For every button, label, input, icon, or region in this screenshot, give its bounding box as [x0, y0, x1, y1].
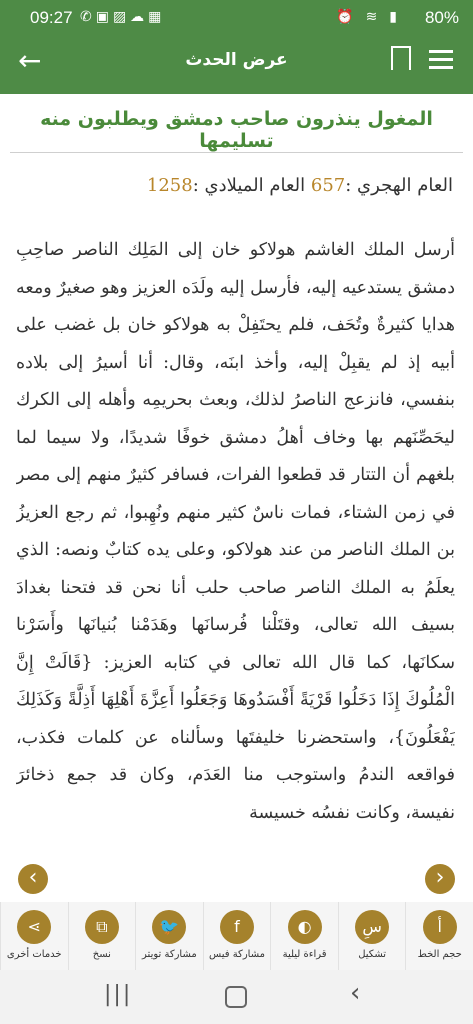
font-size-button[interactable]: [405, 902, 473, 970]
more-services-button[interactable]: [0, 902, 68, 970]
toolbar-label: مشاركة تويتر: [142, 949, 197, 960]
gregorian-label: العام الميلادي :: [192, 175, 306, 196]
arrow-prev-icon[interactable]: ‹: [18, 864, 48, 894]
system-status-icons: ⏰ ≋ ▮: [336, 8, 401, 24]
facebook-share-button[interactable]: [203, 902, 271, 970]
notification-icons: ✆▣▨☁▦: [80, 8, 166, 24]
toolbar-label: نسخ: [92, 949, 111, 960]
diacritics-icon: سِ: [355, 910, 389, 944]
status-bar: [0, 0, 473, 36]
battery-level: 80%: [424, 8, 459, 27]
app-bar: [0, 36, 473, 94]
toolbar-label: مشاركة فيس: [208, 949, 265, 960]
copy-icon: ⧉: [85, 910, 119, 944]
copy-button[interactable]: [68, 902, 136, 970]
divider: [10, 152, 463, 153]
toolbar-label: تشكيل: [358, 949, 387, 960]
event-title: المغول ينذرون صاحب دمشق ويطلبون منه تسليمها: [40, 108, 433, 152]
hijri-year: 657: [310, 175, 346, 196]
toolbar-label: قراءة ليلية: [282, 949, 327, 960]
bookmark-icon[interactable]: [391, 46, 411, 70]
twitter-icon: 🐦: [152, 910, 186, 944]
hijri-label: العام الهجري :: [345, 175, 453, 196]
arrow-left-icon[interactable]: ←: [18, 44, 42, 77]
menu-icon[interactable]: [429, 50, 453, 74]
system-nav-bar: [0, 970, 473, 1024]
diacritics-button[interactable]: [338, 902, 406, 970]
twitter-share-button[interactable]: [135, 902, 203, 970]
back-icon[interactable]: ‹: [350, 978, 361, 1008]
toolbar-label: حجم الخط: [417, 949, 462, 960]
toolbar-label: خدمات أخرى: [6, 949, 62, 960]
event-text: أرسل الملك الغاشم هولاكو خان إلى المَلِك الناصر صاحِبِ دمشق يستدعيه إليه، فأرسل إليه ولَدَه العزيز وهو صغيرٌ ومعه هدايا كثيرةٌ وتُحَف، فلم يحتَفِلْ به هولاكو خان بل غضب على أبيه إذ لم يقبِلْ إليه، وأخذ ابنَه، وقال: أنا أسيرُ إلى بلاده بنفسي، فانزعج الناصرُ لذلك، وبعث بحريمِه وأهله إلى الكرك ليحَصِّنَهم بها وخاف أهلُ دمشق خوفًا شديدًا، ولا سيما لما بلغهم أن التتار قد قطعوا الفرات، فسافر كثيرٌ منهم إلى مصر في زمن الشتاء، فمات ناسٌ كثير منهم ونُهِبوا، ثم رجع العزيزُ بن الملك الناصر من عند هولاكو، وعلى يده كتابٌ ونصه: الذي يعلَمُ به الملك الناصر صاحب حلب أنا نحن قد فتحنا بغدادَ بسيف الله تعالى، وقتَلْنا فُرسانَها وهَدَمْنا بُنيانَها وأَسَرْنا سكانَها، كما قال الله تعالى في كتابه العزيز: {قَالَتْ إِنَّ الْمُلُوكَ إِذَا دَخَلُوا قَرْيَةً أَفْسَدُوهَا وَجَعَلُوا أَعِزَّةَ أَهْلِهَا أَذِلَّةً وَكَذَلِكَ يَفْعَلُونَ}، واستحضرنا خليفتَها وسألناه عن كلمات فكذب، فواقعه الندمُ واستوجب منا العَدَم، وكان قد جمع ذخائرَ نفيسة، وكانت نفسُه خسيسة: [16, 240, 455, 823]
recent-apps-icon[interactable]: |||: [104, 982, 133, 1007]
night-mode-icon: ◐: [288, 910, 322, 944]
night-mode-button[interactable]: [270, 902, 338, 970]
page-title: عرض الحدث: [185, 50, 288, 70]
home-icon[interactable]: [225, 986, 247, 1008]
facebook-icon: f: [220, 910, 254, 944]
status-time: 09:27: [30, 8, 73, 27]
arrow-next-icon[interactable]: ›: [425, 864, 455, 894]
gregorian-year: 1258: [146, 175, 193, 196]
font-size-icon: أ: [423, 910, 457, 944]
event-dates: [147, 175, 453, 196]
share-icon: ⋖: [17, 910, 51, 944]
bottom-toolbar: [0, 902, 473, 970]
